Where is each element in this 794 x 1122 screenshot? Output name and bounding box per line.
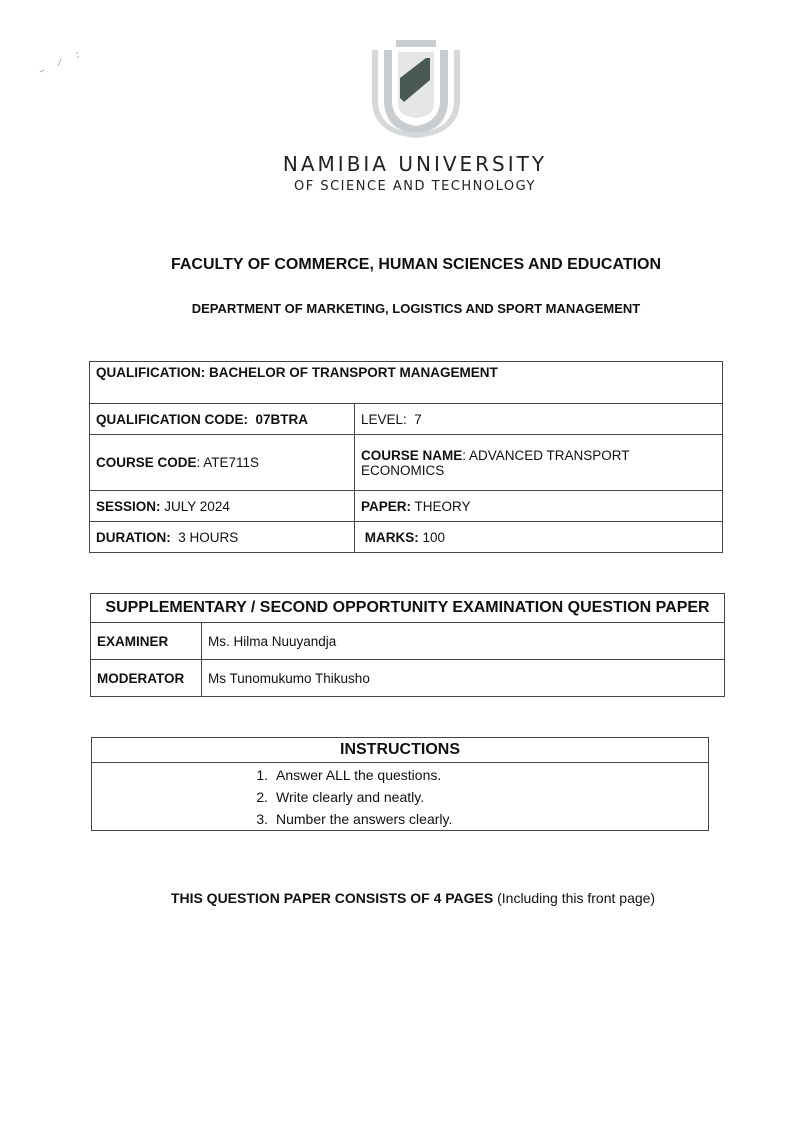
instruction-item: 3. Number the answers clearly. [256,811,453,827]
instructions-title: INSTRUCTIONS [92,738,708,763]
instruction-item: 2. Write clearly and neatly. [256,789,425,805]
examination-table [90,593,725,697]
qualification-cell: QUALIFICATION: BACHELOR OF TRANSPORT MANAGEMENT [90,362,723,404]
university-logo [370,38,462,138]
moderator-label: MODERATOR [91,660,202,697]
faculty-heading: FACULTY OF COMMERCE, HUMAN SCIENCES AND EDUCATION [170,256,662,273]
paper-cell: PAPER: THEORY [355,491,723,522]
moderator-value: Ms Tunomukumo Thikusho [202,660,725,697]
instructions-list [244,764,452,830]
page-count-note: THIS QUESTION PAPER CONSISTS OF 4 PAGES (Including this front page) [170,890,656,906]
examination-title: SUPPLEMENTARY / SECOND OPPORTUNITY EXAMINATION QUESTION PAPER [91,594,725,623]
university-subtitle: OF SCIENCE AND TECHNOLOGY [294,179,536,194]
instruction-item: 1. Answer ALL the questions. [256,767,442,783]
instructions-box [91,737,709,831]
university-name: NAMIBIA UNIVERSITY [282,152,548,176]
pen-mark-scribble [36,50,86,80]
marks-cell: MARKS: 100 [355,522,723,553]
department-heading: DEPARTMENT OF MARKETING, LOGISTICS AND SPORT MANAGEMENT [191,301,641,316]
qualification-code-cell: QUALIFICATION CODE: 07BTRA [90,404,355,435]
course-name-cell: COURSE NAME: ADVANCED TRANSPORT ECONOMICS [355,435,723,491]
examiner-label: EXAMINER [91,623,202,660]
course-code-cell: COURSE CODE: ATE711S [90,435,355,491]
session-cell: SESSION: JULY 2024 [90,491,355,522]
qualification-table [89,361,723,553]
duration-cell: DURATION: 3 HOURS [90,522,355,553]
examiner-value: Ms. Hilma Nuuyandja [202,623,725,660]
level-cell: LEVEL: 7 [355,404,723,435]
